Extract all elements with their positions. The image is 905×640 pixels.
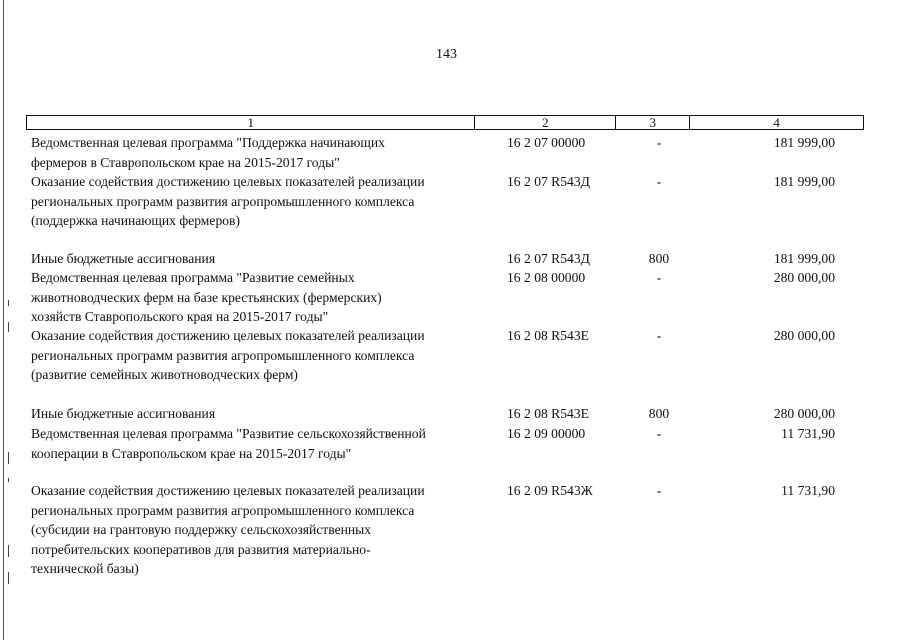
row-sum: 181 999,00 (773, 174, 835, 189)
row-code: 16 2 07 R543Д (507, 174, 590, 189)
row-code: 16 2 07 R543Д (507, 251, 590, 266)
scan-margin-mark (8, 572, 9, 584)
row-sum: 181 999,00 (773, 135, 835, 150)
row-name: Иные бюджетные ассигнования (31, 406, 216, 421)
page-number: 143 (436, 47, 457, 62)
scan-margin-mark (8, 545, 9, 557)
row-code: 16 2 08 00000 (507, 270, 586, 285)
row-sum: 280 000,00 (773, 328, 835, 343)
row-expense-type: - (656, 426, 662, 441)
row-expense-type: - (656, 135, 662, 150)
header-col-2: 2 (475, 116, 616, 130)
table-header (26, 115, 864, 130)
row-sum: 280 000,00 (773, 406, 835, 421)
row-expense-type: - (656, 270, 662, 285)
scan-margin-line (3, 0, 4, 640)
row-code: 16 2 09 00000 (507, 426, 586, 441)
row-expense-type: - (656, 483, 662, 498)
row-code: 16 2 07 00000 (507, 135, 586, 150)
header-col-1: 1 (27, 116, 475, 130)
header-col-3: 3 (616, 116, 690, 130)
row-expense-type: - (656, 328, 662, 343)
row-code: 16 2 08 R543E (507, 406, 589, 421)
row-expense-type: 800 (648, 406, 670, 421)
scan-margin-mark (8, 300, 9, 306)
row-sum: 280 000,00 (773, 270, 835, 285)
row-sum: 11 731,90 (781, 426, 835, 441)
row-name: Оказание содействия достижению целевых показателей реализации региональных программ развития агропромышленного комплекса (субсидии на грантовую поддержку сельскохозяйственных потребительских кооперативов для развития материально- технической базы) (31, 483, 425, 576)
header-col-4: 4 (690, 116, 864, 130)
row-code: 16 2 09 R543Ж (507, 483, 593, 498)
scan-margin-mark (8, 452, 9, 464)
header-row (27, 116, 864, 130)
row-name: Иные бюджетные ассигнования (31, 251, 216, 266)
row-code: 16 2 08 R543E (507, 328, 589, 343)
row-name: Ведомственная целевая программа "Развитие сельскохозяйственной кооперации в Ставропольском крае на 2015-2017 годы" (31, 426, 426, 461)
row-name: Оказание содействия достижению целевых показателей реализации региональных программ развития агропромышленного комплекса (развитие семейных животноводческих ферм) (31, 328, 425, 382)
row-sum: 11 731,90 (781, 483, 835, 498)
scan-margin-mark (8, 478, 9, 482)
row-expense-type: - (656, 174, 662, 189)
row-name: Ведомственная целевая программа "Развитие семейных животноводческих ферм на базе крестьянских (фермерских) хозяйств Ставропольского края на 2015-2017 годы" (31, 270, 382, 324)
row-expense-type: 800 (648, 251, 670, 266)
row-name: Ведомственная целевая программа "Поддержка начинающих фермеров в Ставропольском крае на 2015-2017 годы" (31, 135, 385, 170)
row-sum: 181 999,00 (773, 251, 835, 266)
scan-margin-mark (8, 322, 9, 332)
row-name: Оказание содействия достижению целевых показателей реализации региональных программ развития агропромышленного комплекса (поддержка начинающих фермеров) (31, 174, 425, 228)
